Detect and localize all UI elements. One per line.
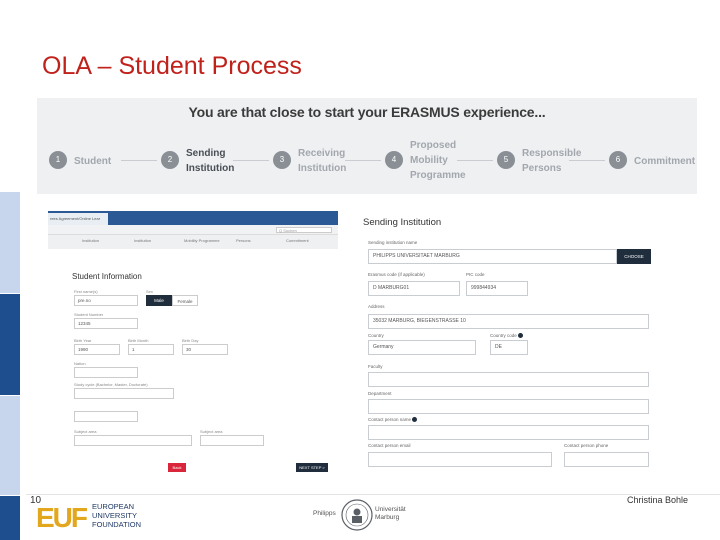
step-label-proposed-mobility-programme[interactable]: Proposed Mobility Programme [410, 140, 466, 181]
mini-step-label[interactable]: Mobility Programme [184, 238, 220, 243]
field-label [490, 333, 523, 338]
decorative-bar-dark [0, 496, 20, 540]
uni-logo-text [375, 506, 406, 522]
euf-logo [36, 500, 176, 536]
contact-person-phone-field[interactable] [564, 452, 649, 467]
step-number[interactable]: 1 [49, 151, 67, 169]
field-label: Student Number [74, 312, 104, 317]
browser-tab-bar [48, 211, 338, 225]
browser-toolbar [48, 225, 338, 235]
country-code-field[interactable]: DE [490, 340, 528, 355]
birth-month-field[interactable]: 1 [128, 344, 174, 355]
select-dropdown[interactable] [74, 411, 138, 422]
footer-divider [26, 494, 720, 495]
form-heading: Student Information [72, 272, 142, 281]
university-seal-icon [341, 499, 373, 531]
field-label: Contact person email [368, 443, 411, 448]
slide-title: OLA – Student Process [42, 52, 302, 80]
field-label: Birth Month [128, 338, 149, 343]
field-label: Subject area [200, 429, 223, 434]
department-field[interactable] [368, 399, 649, 414]
uni-logo-line: Universität [375, 506, 406, 513]
student-information-screenshot [48, 211, 338, 481]
field-label: Sending institution name [368, 240, 418, 245]
mini-stepper [48, 235, 338, 249]
field-label: Faculty [368, 364, 383, 369]
browser-tab[interactable]: rees Agreement/Online Lear [48, 213, 108, 225]
field-label: Contact person phone [564, 443, 609, 448]
step-number[interactable]: 4 [385, 151, 403, 169]
step-number[interactable]: 6 [609, 151, 627, 169]
field-label: Birth Day [182, 338, 199, 343]
nationality-field[interactable] [74, 367, 138, 378]
field-label [368, 417, 417, 422]
step-label-sending-institution[interactable]: Sending Institution [186, 148, 235, 174]
euf-logo-mark: EUF [36, 502, 86, 533]
mini-step-label[interactable]: Institution [134, 238, 152, 243]
author-name: Christina Bohle [626, 495, 688, 505]
next-step-button[interactable]: NEXT STEP > [296, 463, 328, 472]
step-connector [345, 160, 381, 161]
mini-step-label[interactable]: Persons [236, 238, 251, 243]
decorative-bar-dark [0, 294, 20, 395]
philipps-university-logo [313, 498, 409, 534]
subject-area-code-field[interactable] [200, 435, 264, 446]
form-heading: Sending Institution [363, 217, 442, 228]
address-field[interactable]: 35032 MARBURG, BIEGENSTRASSE 10 [368, 314, 649, 329]
step-number[interactable]: 5 [497, 151, 515, 169]
erasmus-code-field[interactable]: D MARBURG01 [368, 281, 460, 296]
step-connector [233, 160, 269, 161]
sex-male-toggle[interactable]: Male [146, 295, 172, 306]
contact-person-email-field[interactable] [368, 452, 552, 467]
country-code-label: Country code [490, 333, 517, 338]
banner-headline: You are that close to start your ERASMUS experience... [188, 104, 546, 120]
student-number-field[interactable]: 12345 [74, 318, 138, 329]
field-label: Country [368, 333, 384, 338]
mini-step-label[interactable]: Commitment [286, 238, 309, 243]
step-label-receiving-institution[interactable]: Receiving Institution [298, 148, 347, 174]
pic-code-field[interactable]: 999844934 [466, 281, 528, 296]
birth-day-field[interactable]: 30 [182, 344, 228, 355]
euf-logo-line: FOUNDATION [92, 520, 142, 529]
decorative-bar-light [0, 396, 20, 495]
help-icon[interactable] [518, 333, 523, 338]
euf-logo-line: EUROPEAN [92, 502, 135, 511]
step-number[interactable]: 3 [273, 151, 291, 169]
step-label-commitment[interactable]: Commitment [634, 156, 696, 167]
subject-area-field[interactable] [74, 435, 192, 446]
study-cycle-field[interactable] [74, 388, 174, 399]
choose-button[interactable]: CHOOSE [617, 249, 651, 264]
field-label: Department [368, 391, 392, 396]
field-label: PIC code [466, 272, 485, 277]
back-button[interactable]: Back [168, 463, 186, 472]
sex-female-toggle[interactable]: Female [172, 295, 198, 306]
page-number: 10 [30, 495, 42, 506]
field-label: Nation [74, 361, 86, 366]
step-label-student[interactable]: Student [74, 156, 112, 167]
country-field[interactable]: Germany [368, 340, 476, 355]
euf-logo-line: UNIVERSITY [92, 511, 138, 520]
euf-logo-text [92, 502, 141, 529]
institution-name-field[interactable]: PHILIPPS UNIVERSITAET MARBURG [368, 249, 617, 264]
mini-step-label[interactable]: Institution [82, 238, 100, 243]
field-label: Birth Year [74, 338, 92, 343]
field-label: Sex [146, 289, 153, 294]
browser-search-input[interactable]: Q Suchen [276, 227, 332, 233]
field-label: Erasmus code (if applicable) [368, 272, 425, 277]
step-number[interactable]: 2 [161, 151, 179, 169]
step-label-responsible-persons[interactable]: Responsible Persons [522, 148, 582, 174]
decorative-bar-light [0, 192, 20, 293]
step-connector [121, 160, 157, 161]
field-label: First name(s) [74, 289, 98, 294]
field-label: Address [368, 304, 385, 309]
field-label: Subject area [74, 429, 97, 434]
faculty-field[interactable] [368, 372, 649, 387]
uni-logo-text: Philipps [313, 510, 336, 517]
contact-name-label: Contact person name [368, 417, 412, 422]
progress-stepper-banner [37, 98, 697, 194]
contact-person-name-field[interactable] [368, 425, 649, 440]
birth-year-field[interactable]: 1990 [74, 344, 120, 355]
field-label: Study cycle (Bachelor, Master, Doctorate) [74, 382, 148, 387]
uni-logo-line: Marburg [375, 514, 400, 521]
first-name-field[interactable]: pre.no [74, 295, 138, 306]
sending-institution-screenshot [352, 206, 662, 476]
help-icon[interactable] [412, 417, 417, 422]
